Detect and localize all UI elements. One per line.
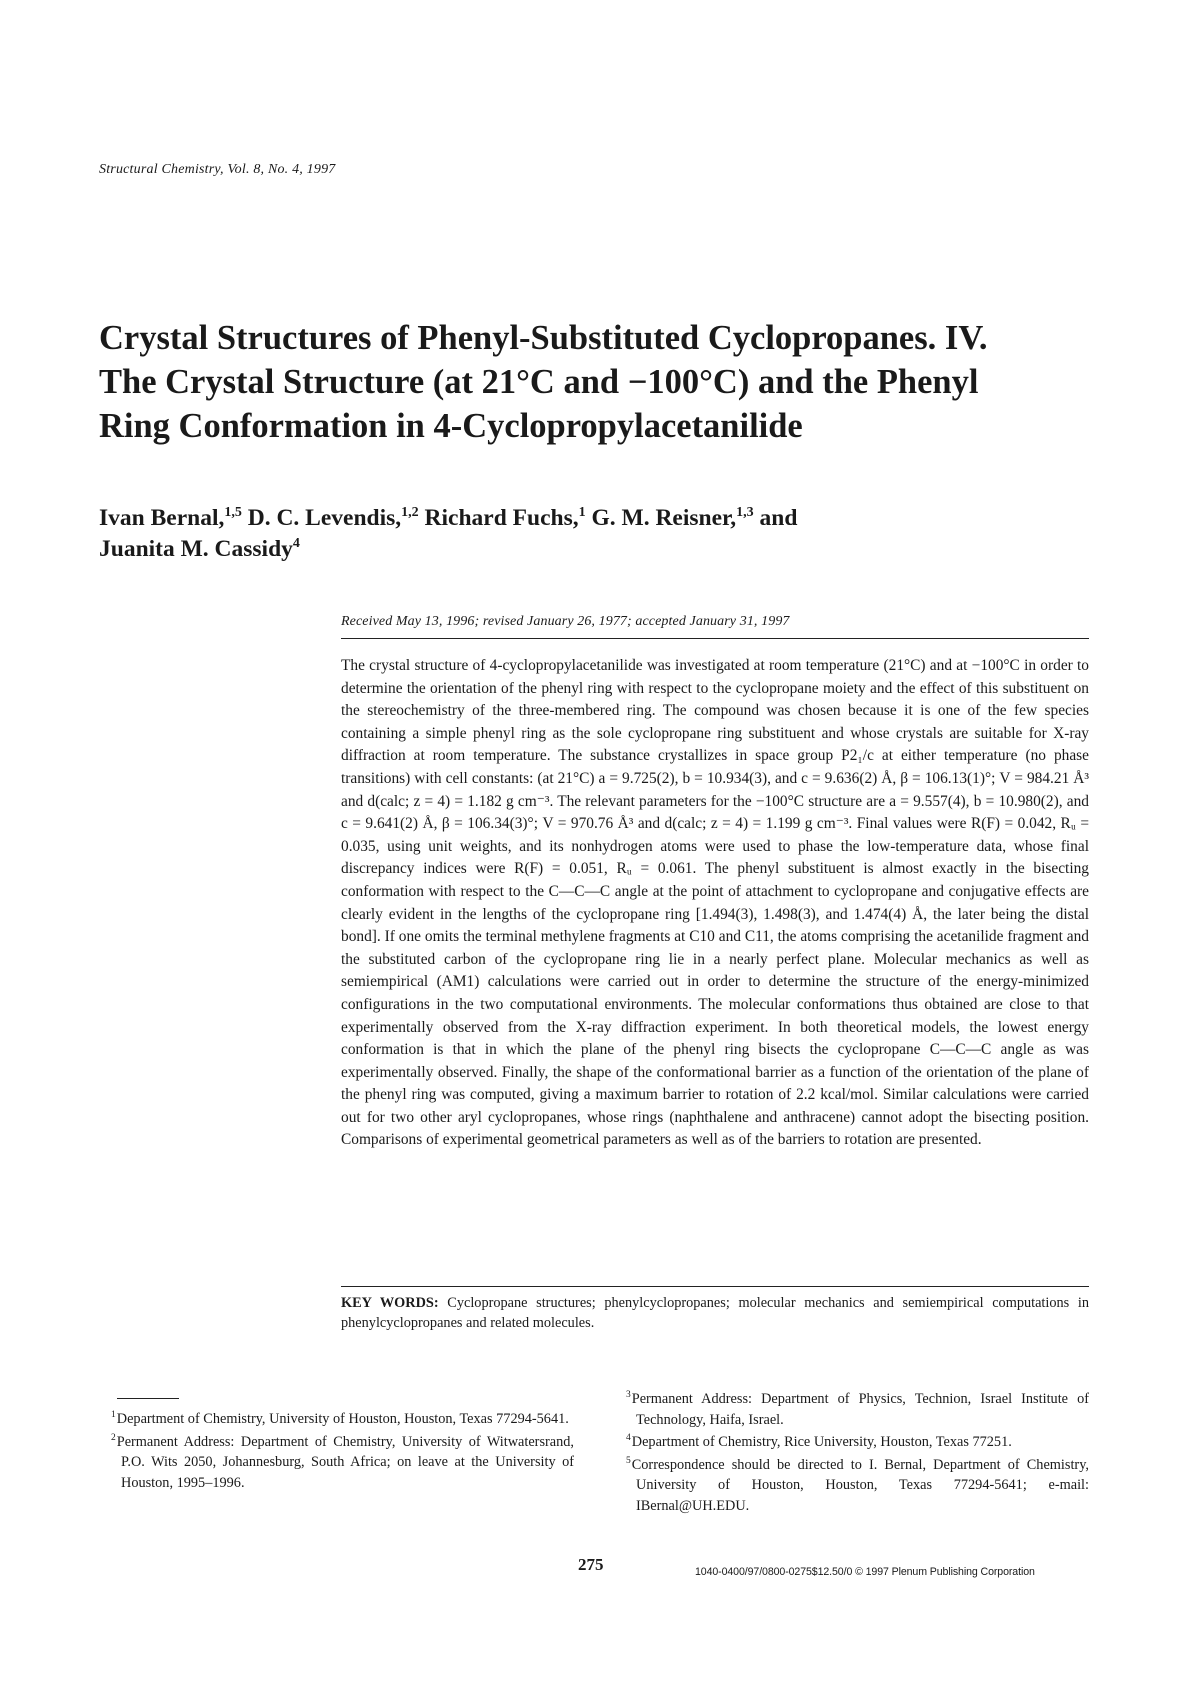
footnote (99, 1432, 574, 1494)
footnote-mark: 2 (111, 1432, 116, 1443)
affiliation-mark: 1,2 (401, 505, 419, 520)
footnote (99, 1409, 574, 1430)
title-line-2: The Crystal Structure (at 21°C and −100°C) and the Phenyl (99, 363, 979, 401)
author-conjunction: and (753, 505, 798, 531)
footnote-text: Permanent Address: Department of Chemistry, University of Witwatersrand, P.O. Wits 2050, Johannesburg, South Africa; on leave at the University of Houston, 1995–1996. (116, 1433, 574, 1491)
copyright-line: 1040-0400/97/0800-0275$12.50/0 © 1997 Plenum Publishing Corporation (695, 1566, 1035, 1578)
affiliation-mark: 1,5 (224, 505, 242, 520)
affiliation-mark: 4 (292, 536, 300, 551)
affiliation-mark: 1,3 (736, 505, 754, 520)
journal-citation: Structural Chemistry, Vol. 8, No. 4, 1997 (99, 162, 336, 177)
footnotes-right-column (614, 1389, 1089, 1518)
footnote-mark: 4 (626, 1433, 631, 1443)
footnote-text: Department of Chemistry, University of Houston, Houston, Texas 77294-5641. (116, 1411, 569, 1427)
footnote-text: Correspondence should be directed to I. Bernal, Department of Chemistry, University of Houston, Houston, Texas 77294-5641; e-mail: IBernal@UH.EDU. (631, 1456, 1089, 1514)
abstract-text: The crystal structure of 4-cyclopropylacetanilide was investigated at room temperature (21°C) and at −100°C in order to determine the orientation of the phenyl ring with respect to the cyclopropane moiety and the effect of this substituent on the stereochemistry of the three-membered ring. The compound was chosen because it is one of the few species containing a simple phenyl ring as the sole cyclopropane ring substituent and whose crystals are suitable for X-ray diffraction at room temperature. The substance crystallizes in space group P2₁/c at either temperature (no phase transitions) with cell constants: (at 21°C) a = 9.725(2), b = 10.934(3), and c = 9.636(2) Å, β = 106.13(1)°; V = 984.21 Å³ and d(calc; z = 4) = 1.182 g cm⁻³. The relevant parameters for the −100°C structure are a = 9.557(4), b = 10.980(2), and c = 9.641(2) Å, β = 106.34(3)°; V = 970.76 Å³ and d(calc; z = 4) = 1.199 g cm⁻³. Final values were R(F) = 0.042, Rᵤ = 0.035, using unit weights, and its nonhydrogen atoms were used to phase the low-temperature data, whose final discrepancy indices were R(F) = 0.051, Rᵤ = 0.061. The phenyl substituent is almost exactly in the bisecting conformation with respect to the C—C—C angle at the point of attachment to cyclopropane and conjugative effects are clearly evident in the lengths of the cyclopropane ring [1.494(3), 1.498(3), and 1.474(4) Å, the later being the distal bond]. If one omits the terminal methylene fragments at C10 and C11, the atoms comprising the acetanilide fragment and the substituted carbon of the cyclopropane ring lie in a nearly perfect plane. Molecular mechanics as well as semiempirical (AM1) calculations were carried out in order to determine the structure of the energy-minimized configurations in the two computational environments. The molecular conformations thus obtained are close to that experimentally observed from the X-ray diffraction experiment. In both theoretical models, the lowest energy conformation is that in which the plane of the phenyl ring bisects the cyclopropane C—C—C angle as was experimentally observed. Finally, the shape of the conformational barrier as a function of the orientation of the plane of the phenyl ring was computed, giving a maximum barrier to rotation of 2.2 kcal/mol. Similar calculations were carried out for two other aryl cyclopropanes, whose rings (naphthalene and anthracene) cannot adopt the bisecting position. Comparisons of experimental geometrical parameters as well as of the barriers to rotation are presented. (341, 657, 1089, 1149)
author-name: Richard Fuchs, (418, 505, 579, 531)
page-number: 275 (578, 1555, 604, 1574)
received-dates: Received May 13, 1996; revised January 26, 1977; accepted January 31, 1997 (341, 614, 790, 629)
footnotes-left-column (99, 1409, 574, 1495)
footnote-mark: 1 (111, 1410, 116, 1420)
title-line-3: Ring Conformation in 4-Cyclopropylacetanilide (99, 407, 803, 445)
author-name: D. C. Levendis, (241, 505, 402, 531)
keywords-text: Cyclopropane structures; phenylcyclopropanes; molecular mechanics and semiempirical computations in phenylcyclopropanes and related molecules. (341, 1295, 1090, 1331)
footnote-text: Department of Chemistry, Rice University, Houston, Texas 77251. (631, 1434, 1012, 1450)
author-list (99, 503, 1099, 565)
footnote-text: Permanent Address: Department of Physics, Technion, Israel Institute of Technology, Haifa, Israel. (631, 1391, 1089, 1428)
footnote (614, 1455, 1089, 1517)
author-name: Ivan Bernal, (99, 505, 225, 531)
footnote-mark: 5 (626, 1455, 631, 1466)
keywords (341, 1294, 1089, 1333)
author-name: Juanita M. Cassidy (99, 536, 293, 562)
author-name: G. M. Reisner, (585, 505, 737, 531)
keywords-label: KEY WORDS: (341, 1295, 439, 1311)
article-title (99, 316, 1099, 448)
author-line-1 (99, 503, 1099, 534)
affiliation-mark: 1 (578, 505, 586, 520)
abstract-top-rule (341, 638, 1089, 639)
footnote-mark: 3 (626, 1390, 631, 1400)
footnote (614, 1389, 1089, 1430)
footnote (614, 1432, 1089, 1453)
title-line-1: Crystal Structures of Phenyl-Substituted Cyclopropanes. IV. (99, 319, 988, 357)
author-line-2 (99, 534, 1099, 565)
footnote-rule (117, 1398, 179, 1399)
abstract-bottom-rule (341, 1286, 1089, 1287)
